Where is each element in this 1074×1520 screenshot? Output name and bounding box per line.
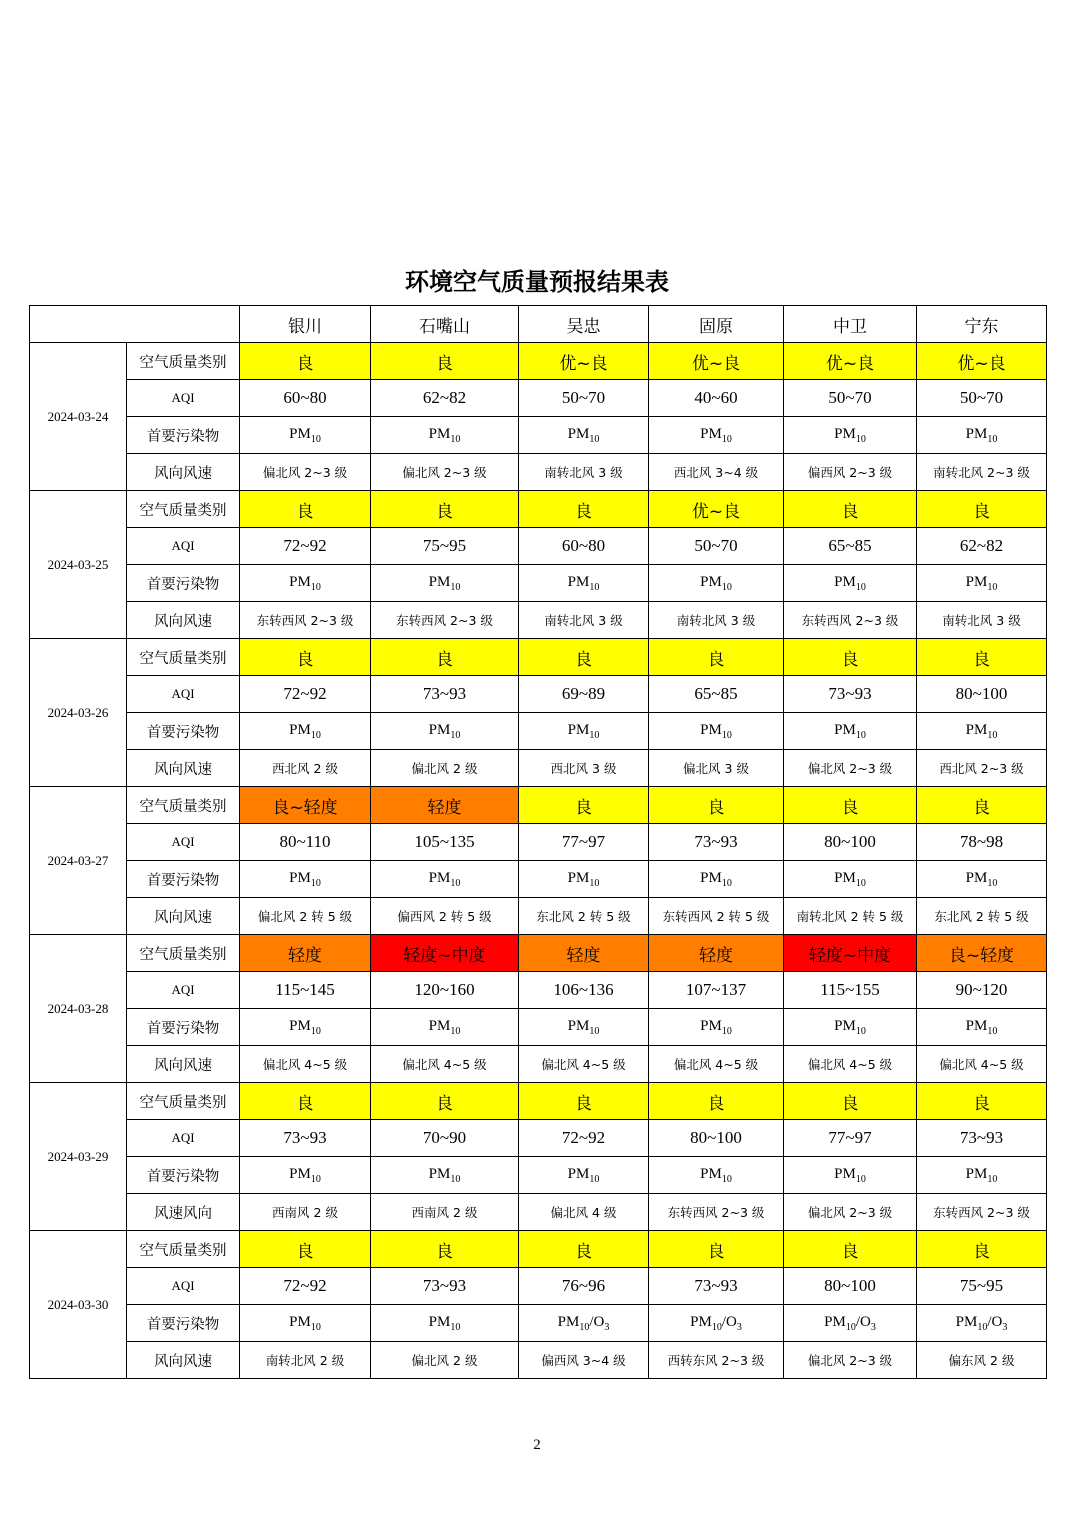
wind-cell: 西北风 3~4 级: [649, 454, 784, 491]
aqi-cell: 50~70: [784, 380, 917, 417]
wind-cell: 东转西风 2 转 5 级: [649, 898, 784, 935]
pollutant-cell: $PM_{10}$: [519, 417, 649, 454]
wind-cell: 偏北风 2 级: [371, 750, 519, 787]
city-header: 银川: [240, 306, 371, 343]
aqi-cell: 50~70: [649, 528, 784, 565]
category-cell: 良: [649, 1083, 784, 1120]
aqi-cell: 77~97: [784, 1120, 917, 1157]
row-label: AQI: [127, 380, 240, 417]
wind-cell: 西北风 2~3 级: [917, 750, 1047, 787]
aqi-cell: 120~160: [371, 972, 519, 1009]
aqi-cell: 73~93: [649, 1268, 784, 1305]
pollutant-cell: $PM_{10}$: [784, 861, 917, 898]
wind-cell: 偏东风 2 级: [917, 1342, 1047, 1379]
category-cell: 良: [917, 787, 1047, 824]
row-label: 风向风速: [127, 898, 240, 935]
category-cell: 轻度~中度: [371, 935, 519, 972]
wind-cell: 东北风 2 转 5 级: [917, 898, 1047, 935]
row-label: 首要污染物: [127, 565, 240, 602]
wind-cell: 偏北风 2~3 级: [240, 454, 371, 491]
category-cell: 良: [917, 1231, 1047, 1268]
table-row: [30, 1157, 1047, 1194]
wind-cell: 南转北风 2 转 5 级: [784, 898, 917, 935]
aqi-cell: 73~93: [649, 824, 784, 861]
table-row: [30, 639, 1047, 676]
category-cell: 良~轻度: [917, 935, 1047, 972]
header-blank: [30, 306, 240, 343]
pollutant-cell: $PM_{10}$: [917, 1009, 1047, 1046]
pollutant-cell: $PM_{10}$: [240, 1009, 371, 1046]
category-cell: 良: [917, 639, 1047, 676]
wind-cell: 偏北风 4~5 级: [240, 1046, 371, 1083]
wind-cell: 偏北风 4~5 级: [519, 1046, 649, 1083]
pollutant-cell: $PM_{10}$: [917, 1157, 1047, 1194]
wind-cell: 西南风 2 级: [371, 1194, 519, 1231]
row-label: AQI: [127, 824, 240, 861]
row-label: 首要污染物: [127, 1305, 240, 1342]
pollutant-cell: $PM_{10}$: [371, 1009, 519, 1046]
pollutant-cell: $PM_{10}$: [519, 861, 649, 898]
table-row: [30, 824, 1047, 861]
city-header: 宁东: [917, 306, 1047, 343]
category-cell: 良: [240, 343, 371, 380]
row-label: 风向风速: [127, 1046, 240, 1083]
pollutant-cell: $PM_{10}$: [784, 565, 917, 602]
table-row: [30, 861, 1047, 898]
category-cell: 优~良: [784, 343, 917, 380]
category-cell: 良: [519, 1083, 649, 1120]
pollutant-cell: $PM_{10}$: [784, 713, 917, 750]
wind-cell: 东转西风 2~3 级: [917, 1194, 1047, 1231]
wind-cell: 偏北风 2 转 5 级: [240, 898, 371, 935]
wind-cell: 南转北风 3 级: [519, 602, 649, 639]
pollutant-cell: $PM_{10}$: [371, 861, 519, 898]
table-row: [30, 713, 1047, 750]
pollutant-cell: $PM_{10}$: [519, 713, 649, 750]
category-cell: 良: [519, 491, 649, 528]
category-cell: 优~良: [649, 491, 784, 528]
pollutant-cell: $PM_{10}/O_3$: [784, 1305, 917, 1342]
wind-cell: 西南风 2 级: [240, 1194, 371, 1231]
pollutant-cell: $PM_{10}$: [240, 565, 371, 602]
category-cell: 轻度: [371, 787, 519, 824]
table-row: [30, 1120, 1047, 1157]
pollutant-cell: $PM_{10}$: [371, 565, 519, 602]
wind-cell: 偏西风 2 转 5 级: [371, 898, 519, 935]
date-cell: 2024-03-28: [30, 935, 127, 1083]
pollutant-cell: $PM_{10}$: [917, 861, 1047, 898]
wind-cell: 偏北风 4~5 级: [649, 1046, 784, 1083]
table-row: [30, 676, 1047, 713]
wind-cell: 南转北风 3 级: [519, 454, 649, 491]
aqi-cell: 73~93: [371, 676, 519, 713]
wind-cell: 偏北风 4~5 级: [784, 1046, 917, 1083]
aqi-cell: 65~85: [649, 676, 784, 713]
wind-cell: 偏北风 2~3 级: [784, 750, 917, 787]
category-cell: 良~轻度: [240, 787, 371, 824]
aqi-cell: 105~135: [371, 824, 519, 861]
category-cell: 轻度~中度: [784, 935, 917, 972]
date-cell: 2024-03-29: [30, 1083, 127, 1231]
category-cell: 良: [649, 787, 784, 824]
category-cell: 良: [784, 1083, 917, 1120]
row-label: 首要污染物: [127, 417, 240, 454]
category-cell: 优~良: [519, 343, 649, 380]
category-cell: 良: [784, 491, 917, 528]
table-row: [30, 750, 1047, 787]
row-label: 首要污染物: [127, 861, 240, 898]
aqi-cell: 106~136: [519, 972, 649, 1009]
pollutant-cell: $PM_{10}/O_3$: [917, 1305, 1047, 1342]
pollutant-cell: $PM_{10}$: [240, 1305, 371, 1342]
document-title: 环境空气质量预报结果表: [405, 268, 669, 296]
wind-cell: 南转北风 3 级: [917, 602, 1047, 639]
aqi-cell: 75~95: [371, 528, 519, 565]
aqi-cell: 115~155: [784, 972, 917, 1009]
category-cell: 良: [240, 1083, 371, 1120]
table-row: [30, 454, 1047, 491]
row-label: 空气质量类别: [127, 935, 240, 972]
category-cell: 轻度: [240, 935, 371, 972]
wind-cell: 偏西风 2~3 级: [784, 454, 917, 491]
aqi-cell: 50~70: [519, 380, 649, 417]
pollutant-cell: $PM_{10}$: [784, 417, 917, 454]
category-cell: 良: [240, 491, 371, 528]
aqi-cell: 73~93: [784, 676, 917, 713]
pollutant-cell: $PM_{10}$: [649, 861, 784, 898]
wind-cell: 偏北风 2~3 级: [371, 454, 519, 491]
row-label: AQI: [127, 972, 240, 1009]
wind-cell: 偏北风 4 级: [519, 1194, 649, 1231]
aqi-cell: 69~89: [519, 676, 649, 713]
pollutant-cell: $PM_{10}$: [917, 713, 1047, 750]
page-number: 2: [533, 1437, 541, 1453]
aqi-cell: 73~93: [917, 1120, 1047, 1157]
row-label: AQI: [127, 676, 240, 713]
pollutant-cell: $PM_{10}$: [649, 1157, 784, 1194]
aqi-cell: 72~92: [519, 1120, 649, 1157]
pollutant-cell: $PM_{10}$: [240, 1157, 371, 1194]
pollutant-cell: $PM_{10}$: [784, 1009, 917, 1046]
table-row: [30, 343, 1047, 380]
header-row: [30, 306, 1047, 343]
aqi-cell: 73~93: [371, 1268, 519, 1305]
pollutant-cell: $PM_{10}$: [519, 565, 649, 602]
row-label: 风向风速: [127, 750, 240, 787]
category-cell: 良: [917, 491, 1047, 528]
row-label: 风向风速: [127, 602, 240, 639]
table-row: [30, 528, 1047, 565]
table-row: [30, 1342, 1047, 1379]
category-cell: 轻度: [649, 935, 784, 972]
category-cell: 良: [371, 1083, 519, 1120]
aqi-cell: 80~100: [917, 676, 1047, 713]
category-cell: 良: [784, 1231, 917, 1268]
category-cell: 优~良: [917, 343, 1047, 380]
pollutant-cell: $PM_{10}/O_3$: [649, 1305, 784, 1342]
date-cell: 2024-03-24: [30, 343, 127, 491]
pollutant-cell: $PM_{10}$: [649, 1009, 784, 1046]
row-label: 风向风速: [127, 454, 240, 491]
aqi-cell: 70~90: [371, 1120, 519, 1157]
pollutant-cell: $PM_{10}$: [240, 713, 371, 750]
wind-cell: 东北风 2 转 5 级: [519, 898, 649, 935]
table-row: [30, 1083, 1047, 1120]
table-row: [30, 1231, 1047, 1268]
aqi-cell: 72~92: [240, 528, 371, 565]
table-row: [30, 380, 1047, 417]
row-label: 首要污染物: [127, 1157, 240, 1194]
aqi-cell: 80~100: [649, 1120, 784, 1157]
pollutant-cell: $PM_{10}$: [649, 565, 784, 602]
table-row: [30, 1194, 1047, 1231]
wind-cell: 偏北风 3 级: [649, 750, 784, 787]
row-label: 空气质量类别: [127, 787, 240, 824]
row-label: 风速风向: [127, 1194, 240, 1231]
pollutant-cell: $PM_{10}$: [371, 1157, 519, 1194]
city-header: 中卫: [784, 306, 917, 343]
table-row: [30, 565, 1047, 602]
city-header: 固原: [649, 306, 784, 343]
wind-cell: 东转西风 2~3 级: [649, 1194, 784, 1231]
wind-cell: 偏北风 4~5 级: [371, 1046, 519, 1083]
forecast-table: [29, 305, 1047, 1379]
wind-cell: 东转西风 2~3 级: [784, 602, 917, 639]
table-row: [30, 491, 1047, 528]
city-header: 吴忠: [519, 306, 649, 343]
aqi-cell: 78~98: [917, 824, 1047, 861]
table-row: [30, 935, 1047, 972]
row-label: AQI: [127, 528, 240, 565]
category-cell: 良: [371, 343, 519, 380]
wind-cell: 南转北风 2~3 级: [917, 454, 1047, 491]
row-label: 风向风速: [127, 1342, 240, 1379]
category-cell: 良: [519, 639, 649, 676]
aqi-cell: 77~97: [519, 824, 649, 861]
aqi-cell: 72~92: [240, 676, 371, 713]
pollutant-cell: $PM_{10}/O_3$: [519, 1305, 649, 1342]
row-label: 空气质量类别: [127, 343, 240, 380]
pollutant-cell: $PM_{10}$: [784, 1157, 917, 1194]
aqi-cell: 107~137: [649, 972, 784, 1009]
row-label: 空气质量类别: [127, 1083, 240, 1120]
aqi-cell: 115~145: [240, 972, 371, 1009]
wind-cell: 东转西风 2~3 级: [371, 602, 519, 639]
aqi-cell: 60~80: [519, 528, 649, 565]
aqi-cell: 60~80: [240, 380, 371, 417]
wind-cell: 西北风 2 级: [240, 750, 371, 787]
aqi-cell: 75~95: [917, 1268, 1047, 1305]
category-cell: 良: [240, 639, 371, 676]
category-cell: 良: [519, 787, 649, 824]
pollutant-cell: $PM_{10}$: [371, 713, 519, 750]
row-label: AQI: [127, 1120, 240, 1157]
pollutant-cell: $PM_{10}$: [649, 417, 784, 454]
table-row: [30, 1046, 1047, 1083]
row-label: 首要污染物: [127, 1009, 240, 1046]
category-cell: 良: [371, 639, 519, 676]
table-row: [30, 787, 1047, 824]
aqi-cell: 80~100: [784, 1268, 917, 1305]
date-cell: 2024-03-25: [30, 491, 127, 639]
row-label: 空气质量类别: [127, 491, 240, 528]
table-row: [30, 417, 1047, 454]
row-label: 空气质量类别: [127, 639, 240, 676]
aqi-cell: 76~96: [519, 1268, 649, 1305]
wind-cell: 偏北风 2~3 级: [784, 1194, 917, 1231]
pollutant-cell: $PM_{10}$: [917, 565, 1047, 602]
table-row: [30, 1009, 1047, 1046]
aqi-cell: 90~120: [917, 972, 1047, 1009]
aqi-cell: 62~82: [371, 380, 519, 417]
pollutant-cell: $PM_{10}$: [917, 417, 1047, 454]
row-label: 首要污染物: [127, 713, 240, 750]
pollutant-cell: $PM_{10}$: [649, 713, 784, 750]
wind-cell: 西转东风 2~3 级: [649, 1342, 784, 1379]
pollutant-cell: $PM_{10}$: [371, 417, 519, 454]
category-cell: 良: [784, 787, 917, 824]
category-cell: 良: [649, 639, 784, 676]
wind-cell: 西北风 3 级: [519, 750, 649, 787]
category-cell: 良: [519, 1231, 649, 1268]
table-row: [30, 602, 1047, 639]
wind-cell: 南转北风 2 级: [240, 1342, 371, 1379]
wind-cell: 东转西风 2~3 级: [240, 602, 371, 639]
city-header: 石嘴山: [371, 306, 519, 343]
wind-cell: 偏北风 2 级: [371, 1342, 519, 1379]
aqi-cell: 40~60: [649, 380, 784, 417]
category-cell: 良: [240, 1231, 371, 1268]
category-cell: 轻度: [519, 935, 649, 972]
category-cell: 良: [784, 639, 917, 676]
category-cell: 良: [649, 1231, 784, 1268]
table-row: [30, 1305, 1047, 1342]
row-label: 空气质量类别: [127, 1231, 240, 1268]
pollutant-cell: $PM_{10}$: [240, 417, 371, 454]
table-row: [30, 898, 1047, 935]
aqi-cell: 72~92: [240, 1268, 371, 1305]
category-cell: 良: [371, 491, 519, 528]
pollutant-cell: $PM_{10}$: [519, 1009, 649, 1046]
pollutant-cell: $PM_{10}$: [371, 1305, 519, 1342]
pollutant-cell: $PM_{10}$: [240, 861, 371, 898]
wind-cell: 南转北风 3 级: [649, 602, 784, 639]
wind-cell: 偏西风 3~4 级: [519, 1342, 649, 1379]
aqi-cell: 80~100: [784, 824, 917, 861]
aqi-cell: 62~82: [917, 528, 1047, 565]
table-row: [30, 1268, 1047, 1305]
aqi-cell: 65~85: [784, 528, 917, 565]
aqi-cell: 50~70: [917, 380, 1047, 417]
pollutant-cell: $PM_{10}$: [519, 1157, 649, 1194]
date-cell: 2024-03-30: [30, 1231, 127, 1379]
date-cell: 2024-03-26: [30, 639, 127, 787]
date-cell: 2024-03-27: [30, 787, 127, 935]
row-label: AQI: [127, 1268, 240, 1305]
wind-cell: 偏北风 2~3 级: [784, 1342, 917, 1379]
category-cell: 优~良: [649, 343, 784, 380]
aqi-cell: 73~93: [240, 1120, 371, 1157]
wind-cell: 偏北风 4~5 级: [917, 1046, 1047, 1083]
category-cell: 良: [917, 1083, 1047, 1120]
table-row: [30, 972, 1047, 1009]
aqi-cell: 80~110: [240, 824, 371, 861]
category-cell: 良: [371, 1231, 519, 1268]
